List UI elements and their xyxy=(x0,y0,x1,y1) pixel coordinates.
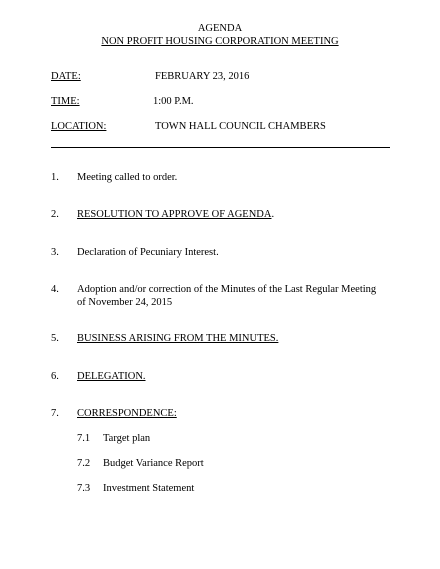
item-number: 5. xyxy=(51,333,59,344)
item-number: 7. xyxy=(51,408,59,419)
item-number: 2. xyxy=(51,209,59,220)
agenda-item-call-to-order: Meeting called to order. xyxy=(77,172,178,183)
agenda-item-suffix: . xyxy=(271,209,275,220)
subitem-target-plan: Target plan xyxy=(103,433,151,444)
time-label: TIME: xyxy=(51,96,80,107)
document-subtitle: NON PROFIT HOUSING CORPORATION MEETING xyxy=(101,36,339,47)
agenda-item-pecuniary-interest: Declaration of Pecuniary Interest. xyxy=(77,247,219,258)
separator-rule xyxy=(51,147,390,148)
date-label: DATE: xyxy=(51,71,81,82)
agenda-item-text: RESOLUTION TO APPROVE OF AGENDA xyxy=(77,209,272,220)
agenda-item-delegation: DELEGATION. xyxy=(77,371,146,382)
agenda-item-minutes: Adoption and/or correction of the Minutes of the Last Regular Meeting of November 24, 2015 xyxy=(77,284,377,308)
item-number: 6. xyxy=(51,371,59,382)
item-number: 4. xyxy=(51,284,59,295)
agenda-item-correspondence: CORRESPONDENCE: xyxy=(77,408,177,419)
subitem-investment-statement: Investment Statement xyxy=(103,483,195,494)
subitem-budget-variance: Budget Variance Report xyxy=(103,458,204,469)
date-value: FEBRUARY 23, 2016 xyxy=(155,71,250,82)
time-value: 1:00 P.M. xyxy=(153,96,194,107)
subitem-number: 7.1 xyxy=(77,433,91,444)
location-label: LOCATION: xyxy=(51,121,107,132)
subitem-number: 7.2 xyxy=(77,458,91,469)
item-number: 3. xyxy=(51,247,59,258)
subitem-number: 7.3 xyxy=(77,483,91,494)
agenda-item-business-arising: BUSINESS ARISING FROM THE MINUTES. xyxy=(77,333,279,344)
document-title: AGENDA xyxy=(197,23,243,34)
item-number: 1. xyxy=(51,172,59,183)
location-value: TOWN HALL COUNCIL CHAMBERS xyxy=(155,121,326,132)
agenda-item-approve-agenda xyxy=(77,209,387,222)
